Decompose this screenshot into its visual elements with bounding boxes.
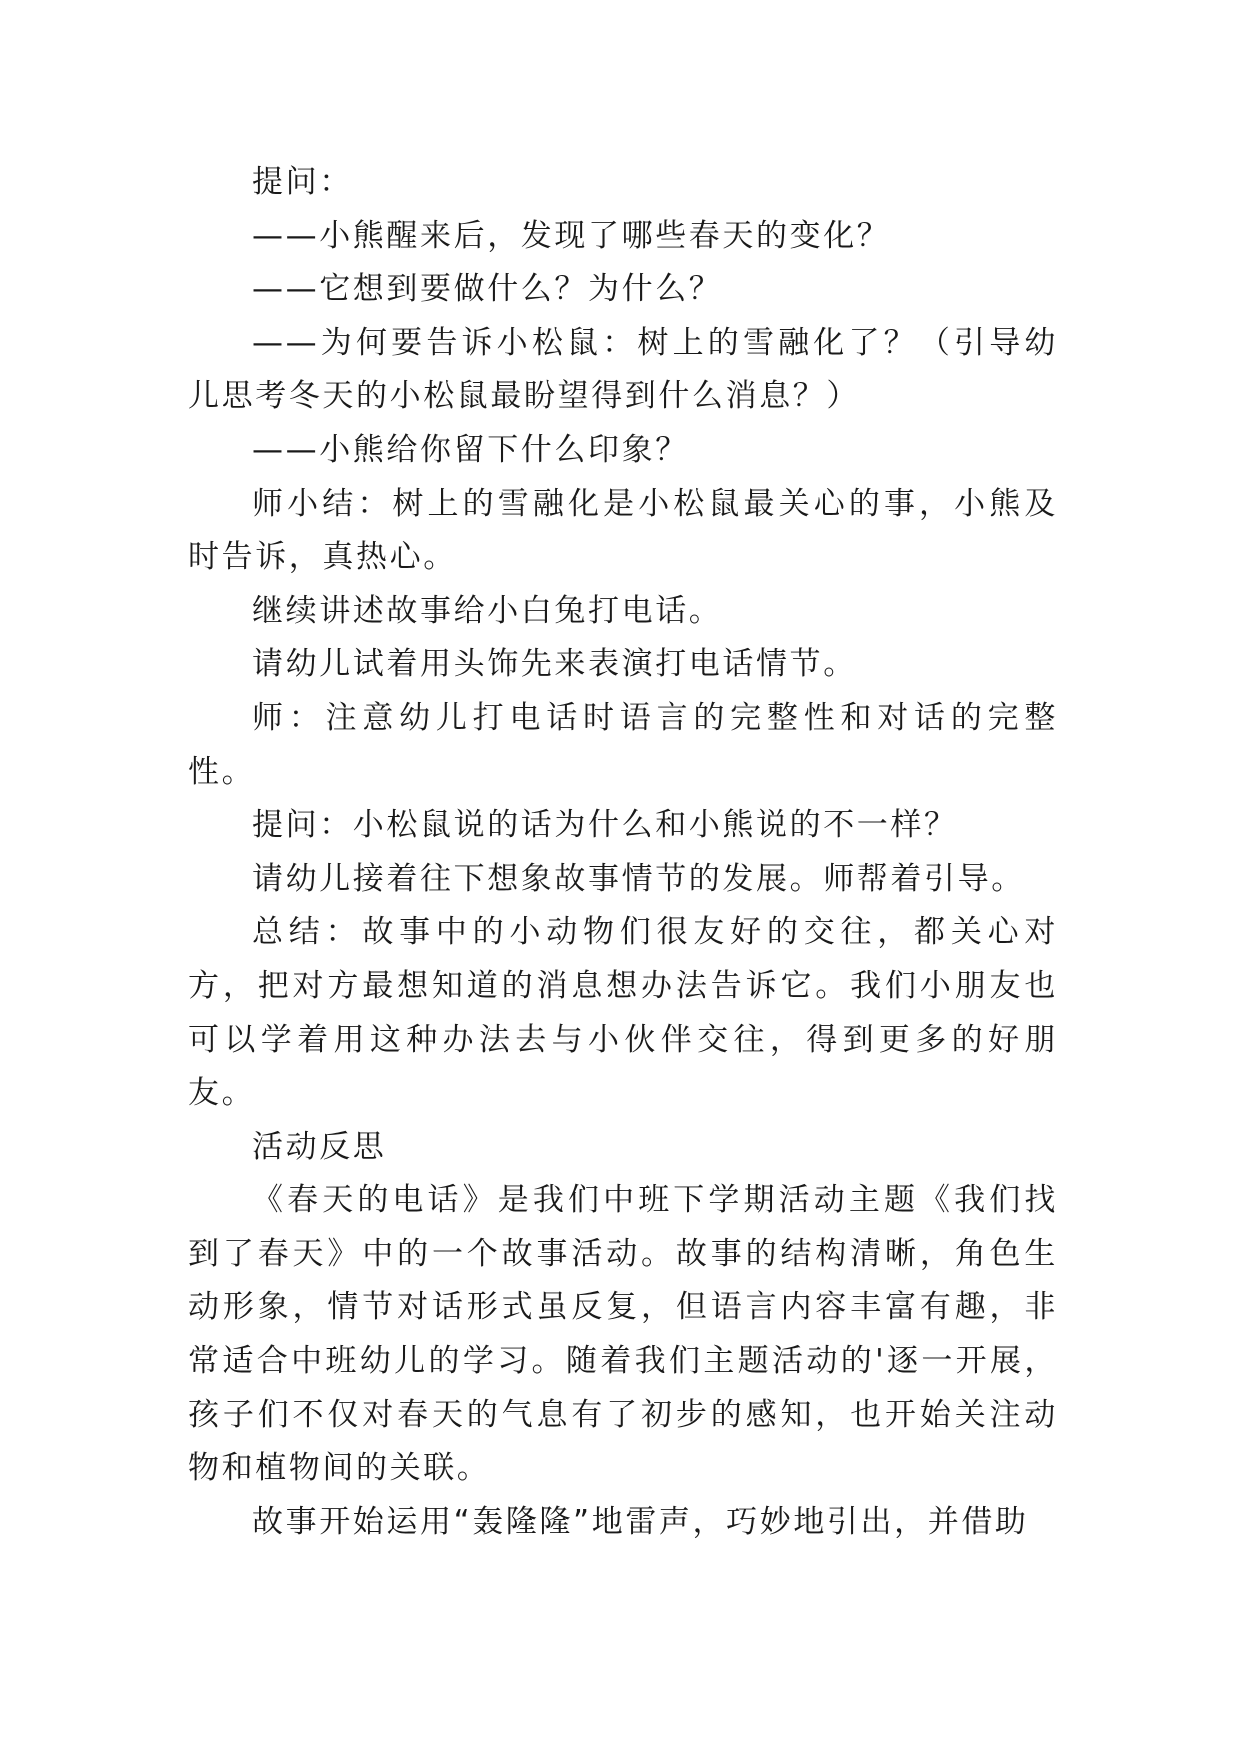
paragraph-role-play: 请幼儿试着用头饰先来表演打电话情节。 bbox=[252, 646, 857, 683]
paragraph-teacher-summary: 师小结：树上的雪融化是小松鼠最关心的事，小熊及时告诉，真热心。 bbox=[188, 485, 1058, 576]
paragraph-question-4: ——小熊给你留下什么印象？ bbox=[252, 431, 689, 468]
paragraph-reflection-1: 《春天的电话》是我们中班下学期活动主题《我们找到了春天》中的一个故事活动。故事的结构清晰，角色生动形象，情节对话形式虽反复，但语言内容丰富有趣，非常适合中班幼儿的学习。随着我们主题活动的'逐一开展，孩子们不仅对春天的气息有了初步的感知，也开始关注动物和植物间的关联。 bbox=[188, 1182, 1058, 1487]
paragraph-imagine-plot: 请幼儿接着往下想象故事情节的发展。师帮着引导。 bbox=[252, 860, 1025, 897]
paragraph-question-3: ——为何要告诉小松鼠：树上的雪融化了？（引导幼儿思考冬天的小松鼠最盼望得到什么消息？） bbox=[188, 324, 1058, 415]
paragraph-question-heading: 提问： bbox=[252, 164, 353, 200]
paragraph-question-2: ——它想到要做什么？为什么？ bbox=[252, 271, 723, 308]
paragraph-question-1: ——小熊醒来后，发现了哪些春天的变化？ bbox=[252, 217, 891, 254]
paragraph-reflection-2: 故事开始运用“轰隆隆”地雷声，巧妙地引出，并借助 bbox=[252, 1503, 1029, 1540]
paragraph-question-5: 提问：小松鼠说的话为什么和小熊说的不一样？ bbox=[252, 807, 958, 844]
section-heading-reflection: 活动反思 bbox=[252, 1128, 387, 1165]
paragraph-conclusion: 总结：故事中的小动物们很友好的交往，都关心对方，把对方最想知道的消息想办法告诉它。我们小朋友也可以学着用这种办法去与小伙伴交往，得到更多的好朋友。 bbox=[188, 914, 1058, 1112]
paragraph-teacher-note: 师：注意幼儿打电话时语言的完整性和对话的完整性。 bbox=[188, 699, 1058, 790]
paragraph-continue-story: 继续讲述故事给小白兔打电话。 bbox=[252, 592, 723, 629]
document-body bbox=[188, 156, 1058, 1549]
